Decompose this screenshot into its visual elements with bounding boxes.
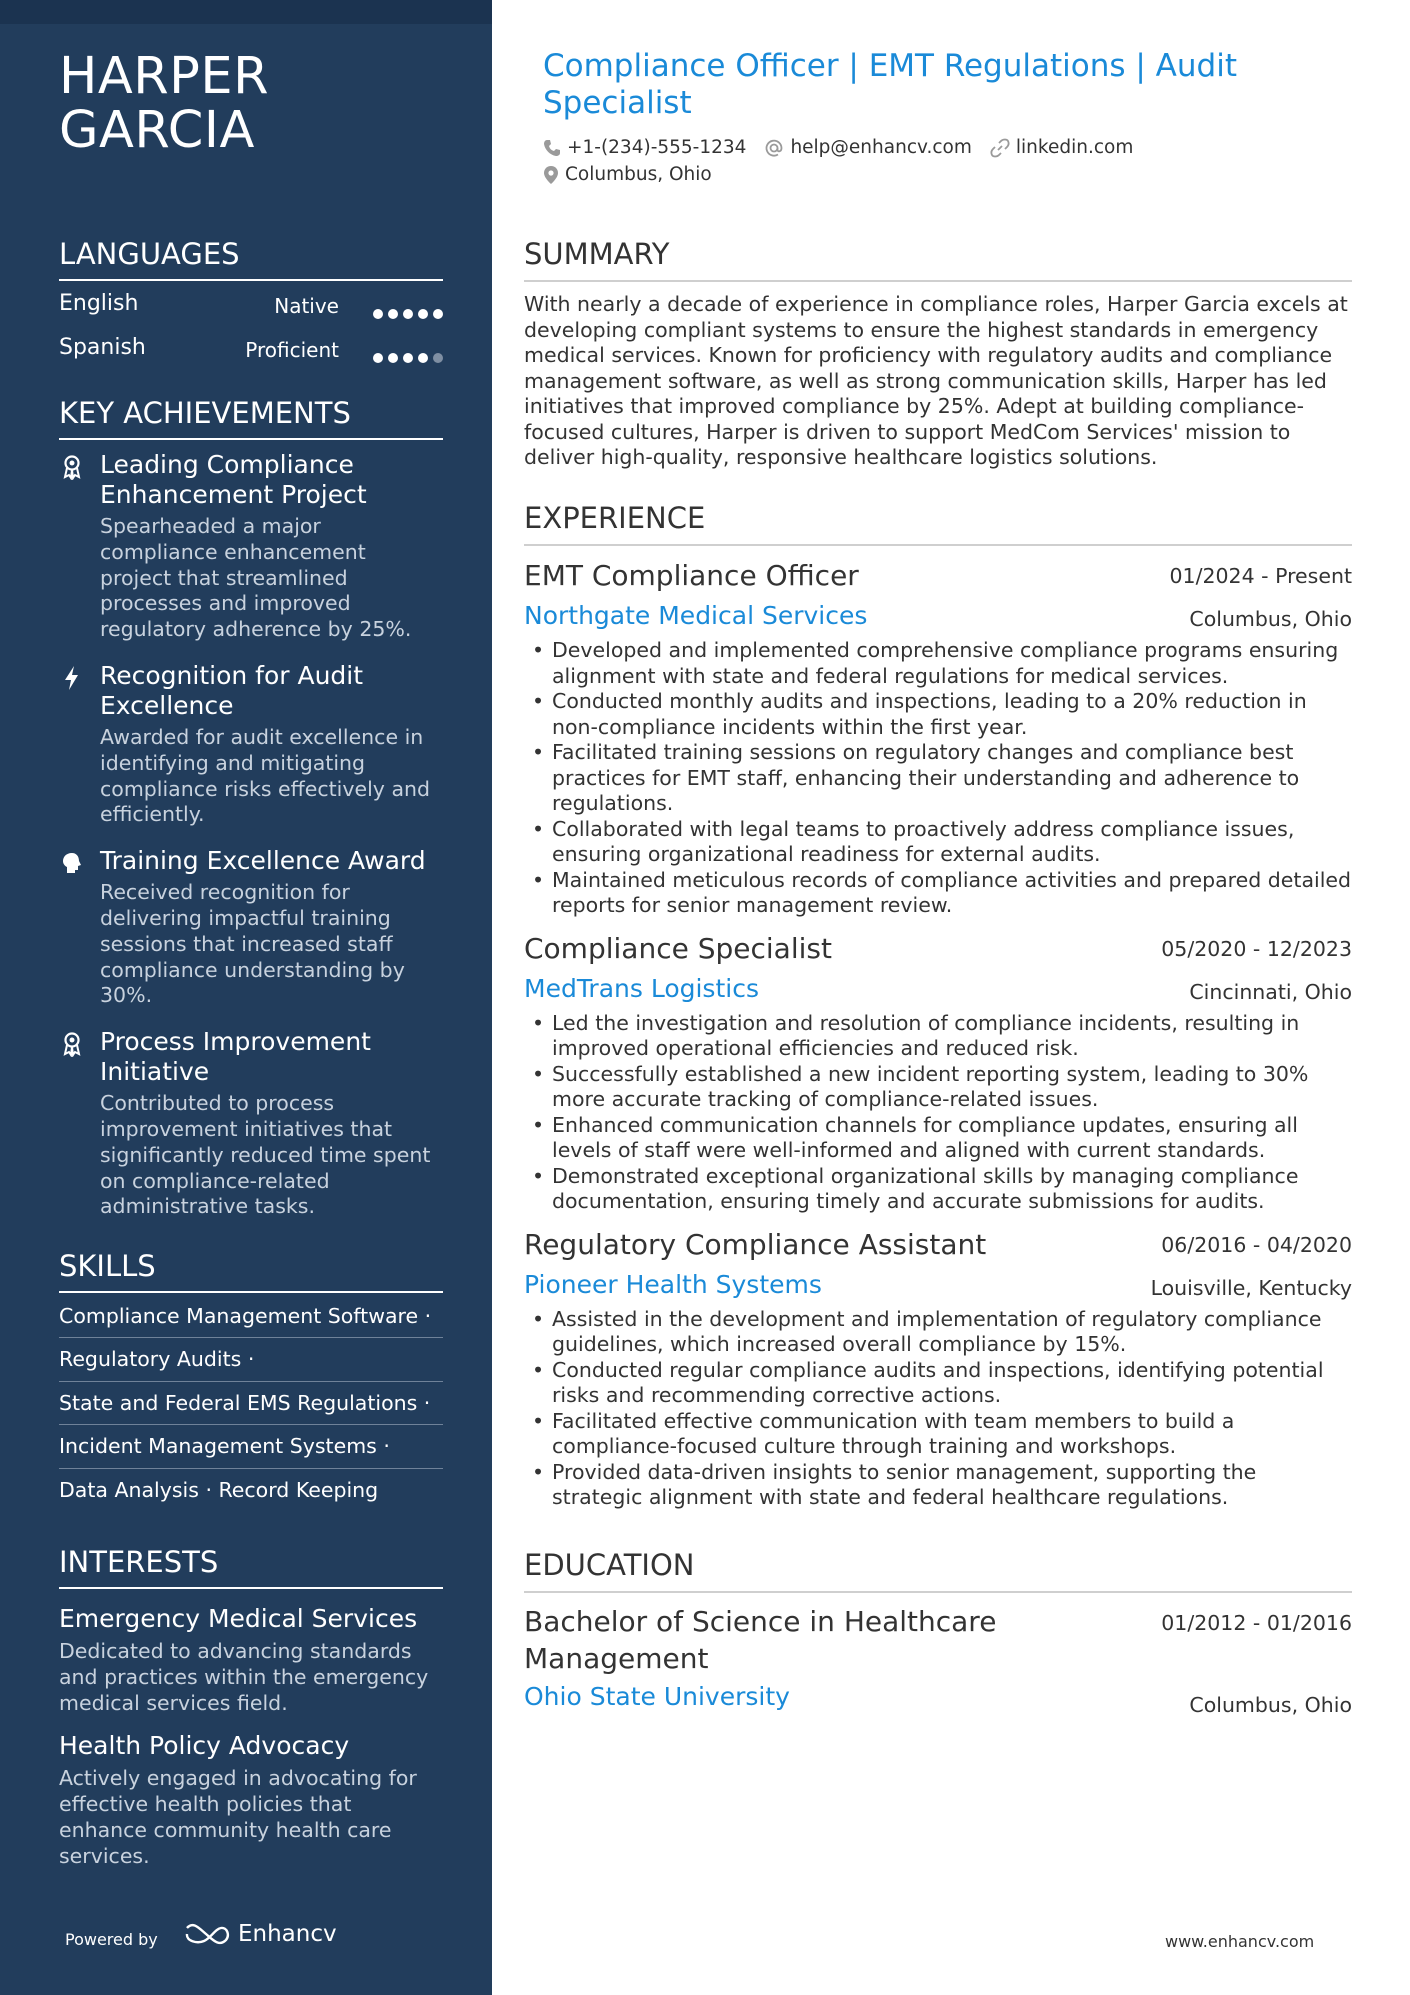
achievement-title: Leading Compliance Enhancement Project bbox=[100, 450, 367, 509]
lightning-icon bbox=[61, 665, 83, 691]
bullet-item: • Facilitated training sessions on regulatory changes and compliance best practices for EMT staff, enhancing their understanding and adherence to regulations. bbox=[524, 740, 1352, 817]
bullet-item: • Collaborated with legal teams to proactively address compliance issues, ensuring organizational readiness for external audits. bbox=[524, 817, 1352, 868]
bullet-item: • Facilitated effective communication with team members to build a compliance-focused culture through training and workshops. bbox=[524, 1409, 1352, 1460]
language-row bbox=[59, 327, 443, 371]
languages-section bbox=[59, 236, 443, 371]
achievement-title: Training Excellence Award bbox=[100, 846, 426, 876]
enhancv-logo-text: Enhancv bbox=[238, 1921, 337, 1947]
job-company[interactable]: Pioneer Health Systems bbox=[524, 1269, 822, 1299]
language-name: Spanish bbox=[59, 335, 146, 360]
education-dates: 01/2012 - 01/2016 bbox=[1161, 1611, 1352, 1635]
dot-filled bbox=[373, 353, 383, 363]
summary-section bbox=[524, 236, 1352, 471]
skill-line: Incident Management Systems · bbox=[59, 1425, 443, 1468]
phone-text: +1-(234)-555-1234 bbox=[567, 137, 747, 158]
education-location: Columbus, Ohio bbox=[1189, 1693, 1352, 1717]
bullet-item: • Provided data-driven insights to senior management, supporting the strategic alignment with state and federal healthcare regulations. bbox=[524, 1460, 1352, 1511]
job-title: Compliance Specialist bbox=[524, 931, 832, 965]
language-level: Proficient bbox=[245, 338, 339, 362]
powered-by-label: Powered by bbox=[65, 1930, 158, 1949]
job-entry bbox=[524, 556, 1352, 919]
summary-text: With nearly a decade of experience in compliance roles, Harper Garcia excels at developing compliant systems to ensure the highest standards in emergency medical services. Known for proficiency with regulatory audits and compliance management software, as well as strong communication skills, Harper has led initiatives that improved compliance by 25%. Adept at building compliance-focused cultures, Harper is driven to support MedCom Services' mission to deliver high-quality, responsive healthcare logistics solutions. bbox=[524, 292, 1348, 469]
summary-heading: SUMMARY bbox=[524, 236, 1352, 282]
linkedin-text: linkedin.com bbox=[1015, 137, 1134, 158]
bullet-item: • Demonstrated exceptional organizational skills by managing compliance documentation, ensuring timely and accurate submissions for audits. bbox=[524, 1164, 1352, 1215]
achievements-section bbox=[59, 395, 443, 1220]
interest-title: Emergency Medical Services bbox=[59, 1604, 418, 1633]
achievements-heading: KEY ACHIEVEMENTS bbox=[59, 395, 443, 440]
job-location: Columbus, Ohio bbox=[1189, 607, 1352, 631]
contact-linkedin[interactable] bbox=[990, 137, 1133, 158]
language-name: English bbox=[59, 291, 139, 316]
language-dots bbox=[368, 300, 443, 311]
bullet-item: • Developed and implemented comprehensive compliance programs ensuring alignment with state and federal regulations for medical services. bbox=[524, 638, 1352, 689]
achievement-title: Process Improvement Initiative bbox=[100, 1027, 371, 1087]
language-row bbox=[59, 283, 443, 327]
bullet-item: • Maintained meticulous records of compliance activities and prepared detailed reports for senior management review. bbox=[524, 868, 1352, 919]
award-icon bbox=[61, 1031, 83, 1057]
interests-heading: INTERESTS bbox=[59, 1544, 443, 1589]
degree-title: Bachelor of Science in Healthcare Management bbox=[524, 1605, 997, 1675]
dot-filled bbox=[373, 309, 383, 319]
skill-line: State and Federal EMS Regulations · bbox=[59, 1382, 443, 1425]
contact-info bbox=[543, 134, 1343, 188]
experience-section bbox=[524, 500, 1352, 1511]
dot-filled bbox=[403, 309, 413, 319]
job-title: EMT Compliance Officer bbox=[524, 559, 859, 592]
job-company[interactable]: Northgate Medical Services bbox=[524, 601, 868, 630]
achievement-desc: Received recognition for delivering impactful training sessions that increased staff compliance understanding by 30%. bbox=[100, 880, 405, 1008]
interest-title: Health Policy Advocacy bbox=[59, 1731, 350, 1761]
sidebar bbox=[0, 0, 492, 1995]
job-dates: 06/2016 - 04/2020 bbox=[1161, 1232, 1352, 1257]
skills-section bbox=[59, 1248, 443, 1511]
location-pin-icon bbox=[543, 165, 559, 185]
job-headline: Compliance Officer | EMT Regulations | Audit Specialist bbox=[543, 48, 1237, 121]
education-section bbox=[524, 1547, 1352, 1717]
contact-email[interactable] bbox=[764, 137, 971, 158]
interests-section bbox=[59, 1544, 443, 1870]
skill-line: Regulatory Audits · bbox=[59, 1338, 443, 1381]
job-location: Cincinnati, Ohio bbox=[1189, 979, 1352, 1004]
language-level: Native bbox=[274, 294, 339, 318]
education-entry bbox=[524, 1603, 1352, 1717]
dot-filled bbox=[388, 309, 398, 319]
job-bullets bbox=[524, 1307, 1352, 1511]
bullet-item: • Led the investigation and resolution of compliance incidents, resulting in improved operational efficiencies and reduced risk. bbox=[524, 1011, 1352, 1062]
dot-filled bbox=[418, 353, 428, 363]
job-dates: 05/2020 - 12/2023 bbox=[1161, 936, 1352, 961]
bullet-item: • Conducted regular compliance audits and inspections, identifying potential risks and recommending corrective actions. bbox=[524, 1358, 1352, 1409]
job-entry bbox=[524, 929, 1352, 1215]
bullet-item: • Assisted in the development and implementation of regulatory compliance guidelines, which increased overall compliance by 15%. bbox=[524, 1307, 1352, 1358]
dot-filled bbox=[418, 309, 428, 319]
achievement-item bbox=[59, 1027, 443, 1220]
achievement-title: Recognition for Audit Excellence bbox=[100, 660, 364, 720]
enhancv-logo-icon bbox=[184, 1922, 230, 1946]
achievement-item bbox=[59, 846, 443, 1009]
candidate-name: HARPER GARCIA bbox=[59, 47, 270, 160]
contact-location bbox=[543, 164, 712, 185]
education-heading: EDUCATION bbox=[524, 1547, 1352, 1593]
dot-filled bbox=[433, 309, 443, 319]
interest-desc: Dedicated to advancing standards and practices within the emergency medical services field. bbox=[59, 1639, 429, 1715]
email-text: help@enhancv.com bbox=[790, 137, 972, 158]
language-dots bbox=[368, 344, 443, 355]
languages-heading: LANGUAGES bbox=[59, 236, 443, 281]
contact-phone[interactable] bbox=[543, 137, 746, 158]
achievement-item bbox=[59, 661, 443, 828]
sidebar-top-band bbox=[0, 0, 492, 24]
bullet-item: • Conducted monthly audits and inspections, leading to a 20% reduction in non-compliance incidents within the first year. bbox=[524, 689, 1352, 740]
bullet-item: • Enhanced communication channels for compliance updates, ensuring all levels of staff were well-informed and aligned with current standards. bbox=[524, 1113, 1352, 1164]
job-title: Regulatory Compliance Assistant bbox=[524, 1227, 987, 1261]
bullet-item: • Successfully established a new incident reporting system, leading to 30% more accurate tracking of compliance-related issues. bbox=[524, 1062, 1352, 1113]
phone-icon bbox=[543, 139, 561, 157]
skill-line: Compliance Management Software · bbox=[59, 1295, 443, 1338]
experience-heading: EXPERIENCE bbox=[524, 500, 1352, 546]
award-icon bbox=[61, 454, 83, 480]
brain-icon bbox=[61, 850, 83, 876]
school-name[interactable]: Ohio State University bbox=[524, 1682, 790, 1711]
footer-url[interactable]: www.enhancv.com bbox=[1165, 1932, 1315, 1951]
location-text: Columbus, Ohio bbox=[565, 164, 712, 185]
job-dates: 01/2024 - Present bbox=[1169, 564, 1352, 588]
job-bullets bbox=[524, 1011, 1352, 1215]
dot-filled bbox=[388, 353, 398, 363]
dot-empty bbox=[433, 353, 443, 363]
enhancv-logo[interactable] bbox=[184, 1921, 337, 1947]
job-entry bbox=[524, 1225, 1352, 1511]
skills-heading: SKILLS bbox=[59, 1248, 443, 1293]
job-bullets bbox=[524, 638, 1352, 919]
dot-filled bbox=[403, 353, 413, 363]
achievement-desc: Contributed to process improvement initiatives that significantly reduced time spent on compliance-related administrative tasks. bbox=[100, 1091, 431, 1219]
achievement-desc: Awarded for audit excellence in identifying and mitigating compliance risks effectively and efficiently. bbox=[100, 724, 431, 827]
achievement-item bbox=[59, 450, 443, 643]
interest-desc: Actively engaged in advocating for effective health policies that enhance community health care services. bbox=[59, 1766, 417, 1868]
achievement-desc: Spearheaded a major compliance enhancement project that streamlined processes and improved regulatory adherence by 25%. bbox=[100, 514, 412, 642]
job-location: Louisville, Kentucky bbox=[1150, 1275, 1352, 1300]
at-icon bbox=[764, 138, 784, 158]
skill-line: Data Analysis · Record Keeping bbox=[59, 1477, 379, 1502]
link-icon bbox=[990, 138, 1010, 158]
job-company[interactable]: MedTrans Logistics bbox=[524, 973, 759, 1003]
